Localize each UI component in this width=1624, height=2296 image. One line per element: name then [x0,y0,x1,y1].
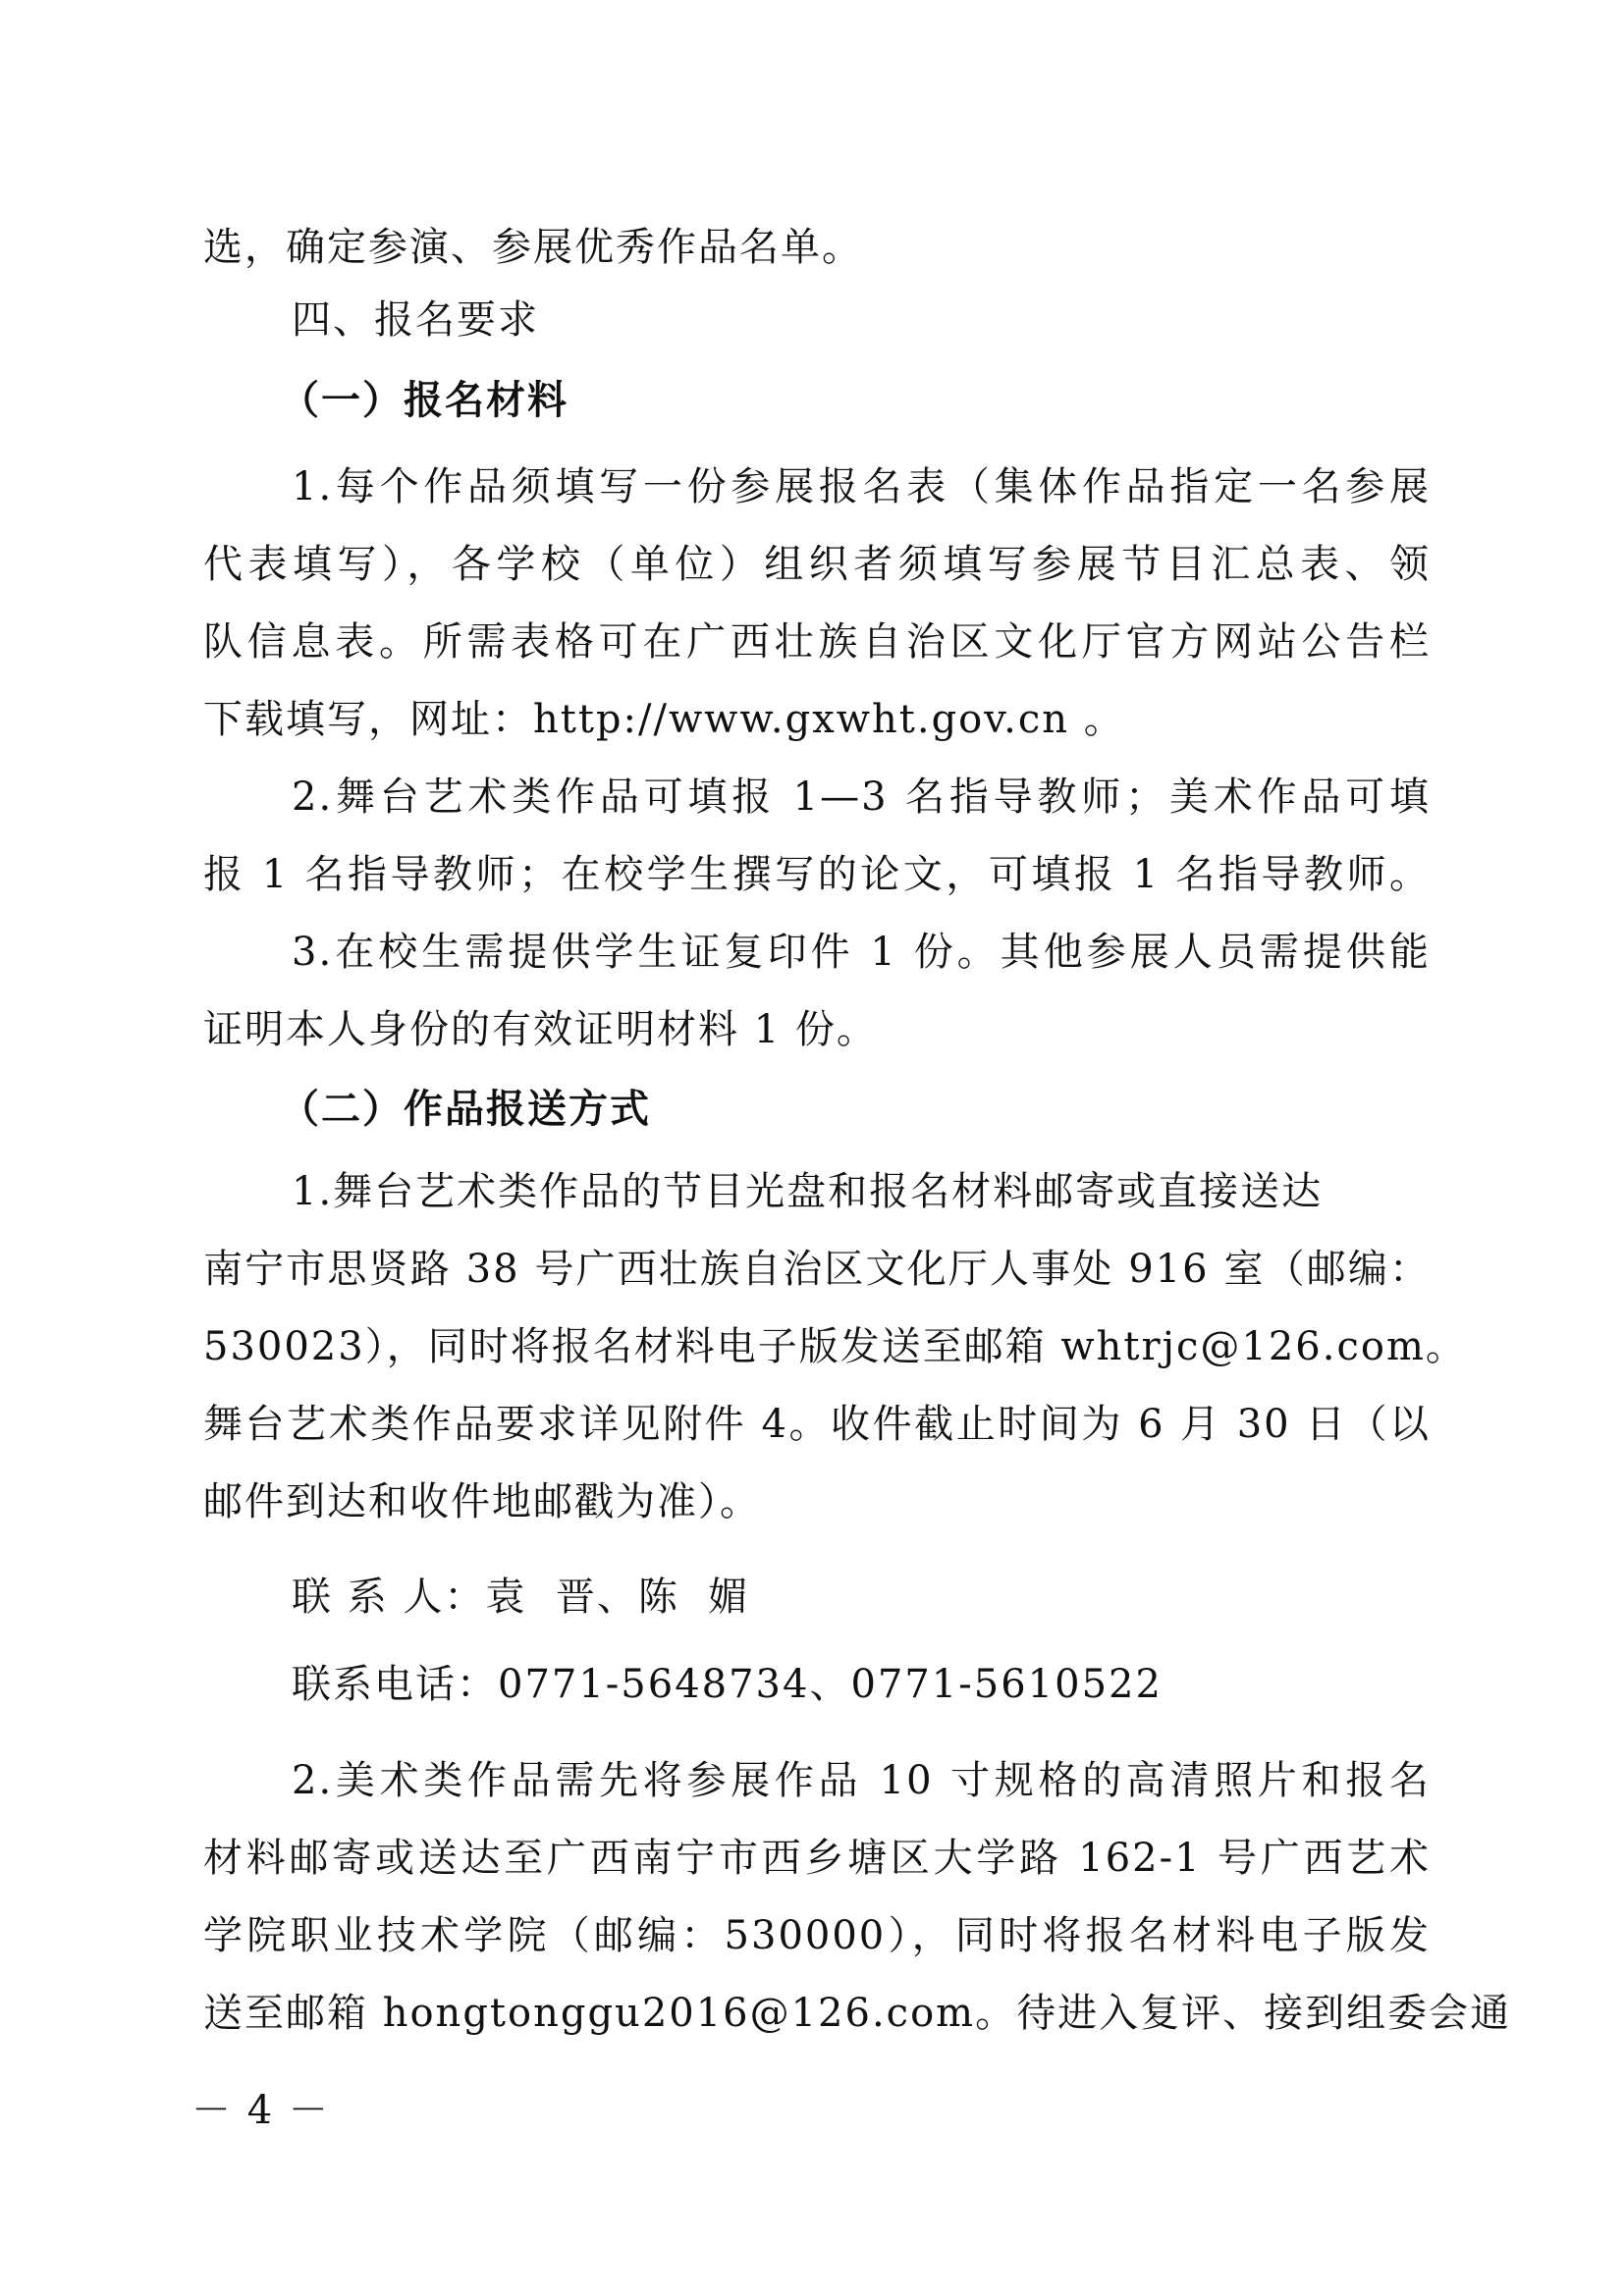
paragraph-line: 2.美术类作品需先将参展作品 10 寸规格的高清照片和报名 [292,1758,1431,1803]
paragraph-line: 队信息表。所需表格可在广西壮族自治区文化厅官方网站公告栏 [203,619,1431,665]
paragraph-line: 邮件到达和收件地邮戳为准）。 [203,1479,761,1524]
page-number: － 4 － [191,2088,330,2133]
subsection-heading: （二）作品报送方式 [280,1086,651,1132]
paragraph-line: 送至邮箱 hongtonggu2016@126.com。待进入复评、接到组委会通 [203,1991,1512,2036]
section-heading: 四、报名要求 [292,297,539,343]
paragraph-line: 南宁市思贤路 38 号广西壮族自治区文化厅人事处 916 室（邮编： [203,1247,1431,1292]
paragraph-line: 选，确定参演、参展优秀作品名单。 [203,225,863,270]
paragraph-line: 证明本人身份的有效证明材料 1 份。 [203,1007,878,1052]
paragraph-line: 材料邮寄或送达至广西南宁市西乡塘区大学路 162-1 号广西艺术 [203,1836,1431,1881]
paragraph-line: 舞台艺术类作品要求详见附件 4。收件截止时间为 6 月 30 日（以 [203,1402,1431,1447]
subsection-heading: （一）报名材料 [280,377,568,423]
paragraph-line: 下载填写，网址：http://www.gxwht.gov.cn 。 [203,697,1125,742]
paragraph-line: 代表填写），各学校（单位）组织者须填写参展节目汇总表、领 [203,542,1431,587]
paragraph-line: 2.舞台艺术类作品可填报 1—3 名指导教师；美术作品可填 [292,774,1431,820]
contact-person: 联 系 人：袁 晋、陈 媚 [292,1575,750,1620]
paragraph-line: 报 1 名指导教师；在校学生撰写的论文，可填报 1 名指导教师。 [203,852,1431,897]
contact-phone: 联系电话：0771-5648734、0771-5610522 [292,1662,1163,1707]
paragraph-line: 3.在校生需提供学生证复印件 1 份。其他参展人员需提供能 [292,930,1431,975]
paragraph-line: 学院职业技术学院（邮编：530000），同时将报名材料电子版发 [203,1913,1431,1958]
paragraph-line: 530023），同时将报名材料电子版发送至邮箱 whtrjc@126.com。 [203,1324,1467,1369]
paragraph-line: 1.舞台艺术类作品的节目光盘和报名材料邮寄或直接送达 [292,1169,1324,1214]
paragraph-line: 1.每个作品须填写一份参展报名表（集体作品指定一名参展 [292,464,1431,509]
